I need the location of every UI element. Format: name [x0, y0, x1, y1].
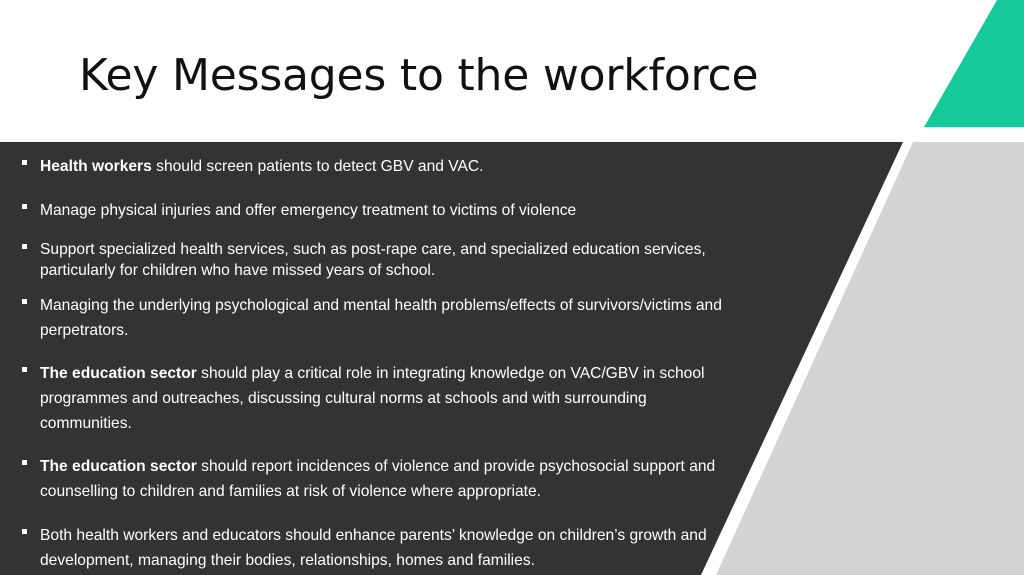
- bullet-bold-lead: The education sector: [40, 365, 197, 382]
- bullet-body: Both health workers and educators should enhance parents’ knowledge on children’s growth and development, managing their bodies, relationships, homes and families.: [40, 527, 707, 569]
- bullet-text: [40, 293, 722, 343]
- bullet-item-physical-injuries: [22, 198, 722, 223]
- bullet-body: should report incidences of violence and provide psychosocial support and counselling to children and families at risk of violence where appropriate.: [40, 458, 716, 500]
- bullet-bold-lead: Health workers: [40, 158, 152, 175]
- square-bullet-icon: [22, 244, 27, 249]
- square-bullet-icon: [22, 367, 27, 372]
- square-bullet-icon: [22, 299, 27, 304]
- bullet-item-education-reporting: [22, 454, 722, 504]
- bullet-item-health-screening: [22, 154, 722, 179]
- bullet-item-education-integration: [22, 361, 722, 436]
- bullet-text: [40, 198, 722, 223]
- bullet-text: [40, 523, 722, 573]
- bullet-item-parents-knowledge: [22, 523, 722, 573]
- bullet-item-specialized-services: [22, 239, 722, 281]
- bullet-text: [40, 154, 722, 179]
- bullet-body: should screen patients to detect GBV and VAC.: [151, 158, 484, 175]
- square-bullet-icon: [22, 529, 27, 534]
- square-bullet-icon: [22, 160, 27, 165]
- bullet-bold-lead: The education sector: [40, 458, 197, 475]
- green-accent-triangle: [924, 0, 1024, 127]
- bullet-text: [40, 454, 722, 504]
- square-bullet-icon: [22, 204, 27, 209]
- bullet-item-psychological: [22, 293, 722, 343]
- bullet-body: Manage physical injuries and offer emergency treatment to victims of violence: [40, 202, 577, 219]
- bullet-body: Managing the underlying psychological and mental health problems/effects of survivors/victims and perpetrators.: [40, 297, 722, 339]
- bullet-text: [40, 239, 722, 281]
- slide-title: Key Messages to the workforce: [79, 50, 759, 101]
- bullet-text: [40, 361, 722, 436]
- bullet-body: should play a critical role in integrating knowledge on VAC/GBV in school programmes and outreaches, discussing cultural norms at schools and with surrounding communities.: [40, 365, 705, 432]
- square-bullet-icon: [22, 460, 27, 465]
- bullet-body: Support specialized health services, such as post-rape care, and specialized education services, particularly for children who have missed years of school.: [40, 241, 706, 279]
